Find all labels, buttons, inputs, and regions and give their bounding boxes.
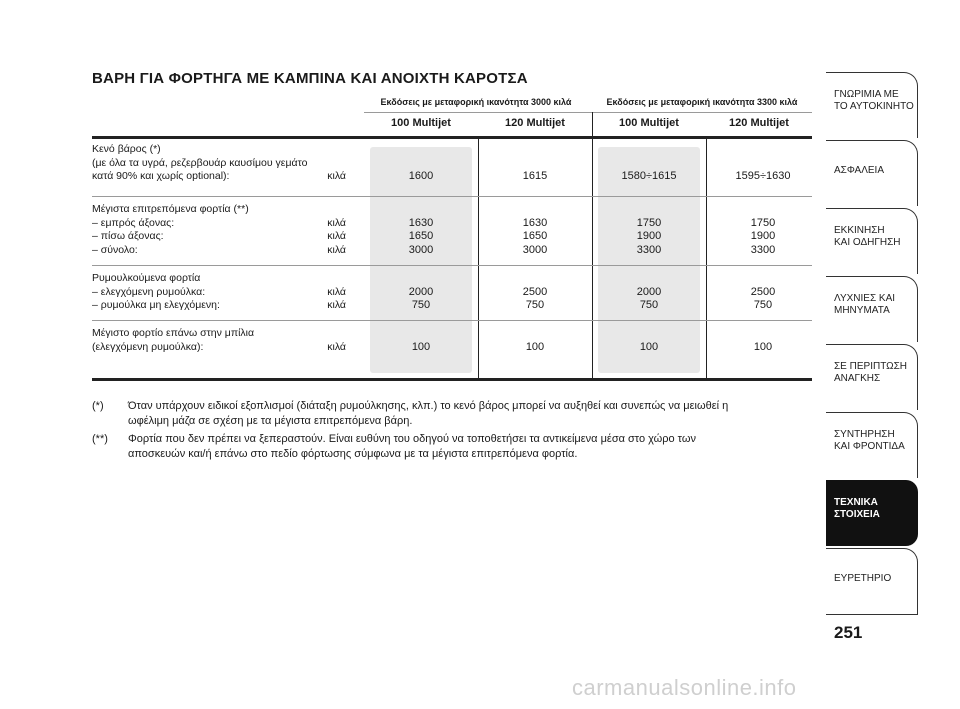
tab-base-line [826,614,918,615]
cell-value: 3000 [522,243,548,256]
table-cell [599,341,699,355]
row-label-line [92,286,346,300]
row-separator [92,320,812,321]
table-cell [485,170,585,184]
chapter-tab[interactable] [826,140,918,206]
cell-value: 2500 [750,285,776,298]
row-label-text: κατά 90% και χωρίς optional): [92,170,230,182]
row-label-unit: κιλά [327,216,346,229]
row-label-line [92,230,346,244]
cell-value: 750 [639,299,659,311]
row-label-line [92,244,346,258]
chapter-tab-label: ΤΕΧΝΙΚΑ [834,497,878,508]
table-cell [371,286,471,313]
chapter-tab-label: ΕΚΚΙΝΗΣΗ [834,225,885,236]
chapter-tab-label: ΑΝΑΓΚΗΣ [834,373,881,384]
group-header-3000: Εκδόσεις με μεταφορική ικανότητα 3000 κιλά [380,97,572,107]
row-label-unit: κιλά [327,285,346,298]
col-header-1: 100 Multijet [391,117,451,129]
row-label-text: – εμπρός άξονας: [92,216,175,229]
cell-value: 100 [639,340,659,353]
table-cell [713,286,813,313]
cell-value: 1900 [750,230,776,242]
row-separator [92,196,812,197]
cell-value: 1750 [636,216,662,229]
chapter-tab[interactable] [826,412,918,478]
cell-value: 1650 [522,230,548,242]
footnote-line: Φορτία που δεν πρέπει να ξεπεραστούν. Είναι ευθύνη του οδηγού να τοποθετήσει τα αντικείμενα μέσα στο χώρο των [128,433,696,445]
column-divider [592,112,593,378]
chapter-tab[interactable] [826,208,918,274]
row-label-text: – πίσω άξονας: [92,230,164,242]
row-label-text: Κενό βάρος (*) [92,143,161,155]
cell-value: 1600 [408,170,434,182]
cell-value: 100 [753,340,773,353]
row-label [92,272,346,313]
chapter-tab-label: ΣΕ ΠΕΡΙΠΤΩΣΗ [834,361,907,372]
group-rule [364,112,812,113]
table-bottom-rule [92,378,812,381]
row-label [92,143,346,184]
row-label-text: Μέγιστο φορτίο επάνω στην μπίλια [92,327,255,339]
row-label-unit: κιλά [327,170,346,182]
footnote-text [128,399,807,429]
footnote-text [128,432,807,462]
table-cell [371,170,471,184]
cell-value: 3000 [408,243,434,256]
cell-value: 2000 [408,285,434,298]
chapter-tab[interactable] [826,480,918,546]
table-cell [371,217,471,258]
row-label [92,327,346,354]
row-label-line [92,143,346,157]
cell-value: 1615 [522,170,548,182]
col-header-4: 120 Multijet [729,117,789,129]
row-label-line [92,203,346,217]
chapter-tab-label: ΣΥΝΤΗΡΗΣΗ [834,429,895,440]
cell-value: 750 [753,299,773,311]
cell-value: 750 [525,299,545,311]
chapter-tab-label: ΑΣΦΑΛΕΙΑ [834,165,885,176]
cell-value: 1580÷1615 [621,170,677,182]
table-cell [485,286,585,313]
footnote [92,432,807,462]
chapter-tab-label: ΓΝΩΡΙΜΙΑ ΜΕ [834,89,899,100]
row-label-line [92,217,346,231]
cell-value: 3300 [636,243,662,256]
cell-value: 2000 [636,285,662,298]
header-rule [92,136,812,139]
table-cell [599,286,699,313]
row-label-text: Μέγιστα επιτρεπόμενα φορτία (**) [92,203,249,215]
row-label-text: (με όλα τα υγρά, ρεζερβουάρ καυσίμου γεμάτο [92,156,308,169]
footnote-line: Όταν υπάρχουν ειδικοί εξοπλισμοί (διάταξη ρυμούλκησης, κλπ.) το κενό βάρος μπορεί να αυξηθεί και συνεπώς να μειωθεί η [128,400,729,412]
footnote-mark: (*) [92,400,104,412]
cell-value: 100 [525,340,545,353]
chapter-tab-label: ΤΟ ΑΥΤΟΚΙΝΗΤΟ [834,101,914,112]
row-label-line [92,157,346,171]
row-label-text: – ελεγχόμενη ρυμούλκα: [92,285,206,298]
row-label-text: – ρυμούλκα μη ελεγχόμενη: [92,299,220,311]
cell-value: 1650 [408,230,434,242]
column-divider [706,139,707,378]
row-label-unit: κιλά [327,243,346,256]
chapter-tab-label: ΕΥΡΕΤΗΡΙΟ [834,573,892,584]
row-label-unit: κιλά [327,340,346,353]
table-cell [713,170,813,184]
cell-value: 1630 [522,216,548,229]
row-label-text: – σύνολο: [92,243,138,256]
footnote-line: αποσκευών και/ή επάνω στο πεδίο φόρτωσης σύμφωνα με τα μέγιστα επιτρεπόμενα φορτία. [128,448,578,460]
page-number: 251 [834,623,863,642]
cell-value: 100 [411,340,431,353]
cell-value: 1630 [408,216,434,229]
cell-value: 1750 [750,216,776,229]
watermark: carmanualsonline.info [572,675,797,700]
group-header-3300: Εκδόσεις με μεταφορική ικανότητα 3300 κιλά [606,97,798,107]
row-label-line [92,272,346,286]
cell-value: 2500 [522,285,548,298]
row-label-text: (ελεγχόμενη ρυμούλκα): [92,340,204,353]
column-divider [478,139,479,378]
cell-value: 750 [411,299,431,311]
row-label-line [92,170,346,184]
cell-value: 3300 [750,243,776,256]
chapter-tab-label: ΣΤΟΙΧΕΙΑ [834,509,880,520]
table-cell [599,170,699,184]
footnote-mark: (**) [92,433,108,445]
footnote [92,399,807,429]
cell-value: 1900 [636,230,662,242]
table-cell [713,341,813,355]
row-label-text: Ρυμουλκούμενα φορτία [92,272,201,284]
chapter-tab-label: ΛΥΧΝΙΕΣ ΚΑΙ [834,293,896,304]
table-cell [485,217,585,258]
table-cell [713,217,813,258]
row-label-line [92,341,346,355]
row-label-line [92,327,346,341]
row-label-line [92,299,346,313]
col-header-3: 100 Multijet [619,117,679,129]
footnote-line: ωφέλιμη μάζα σε σχέση με τα μέγιστα επιτρεπόμενα βάρη. [128,415,413,427]
chapter-tab[interactable] [826,72,918,138]
chapter-tab-label: ΚΑΙ ΟΔΗΓΗΣΗ [834,237,901,248]
table-cell [371,341,471,355]
chapter-tab[interactable] [826,276,918,342]
row-separator [92,265,812,266]
table-cell [485,341,585,355]
row-label [92,203,346,257]
row-label-unit: κιλά [327,299,346,311]
row-label-unit: κιλά [327,230,346,242]
col-header-2: 120 Multijet [505,117,565,129]
page-title: ΒΑΡΗ ΓΙΑ ΦΟΡΤΗΓΑ ΜΕ ΚΑΜΠΙΝΑ ΚΑΙ ΑΝΟΙΧΤΗ ΚΑΡΟΤΣΑ [92,70,528,87]
chapter-tab[interactable] [826,344,918,410]
table-cell [599,217,699,258]
cell-value: 1595÷1630 [735,170,791,182]
chapter-tab-label: ΚΑΙ ΦΡΟΝΤΙΔΑ [834,441,905,452]
chapter-tab[interactable] [826,548,918,614]
chapter-tab-label: ΜΗΝΥΜΑΤΑ [834,305,890,316]
